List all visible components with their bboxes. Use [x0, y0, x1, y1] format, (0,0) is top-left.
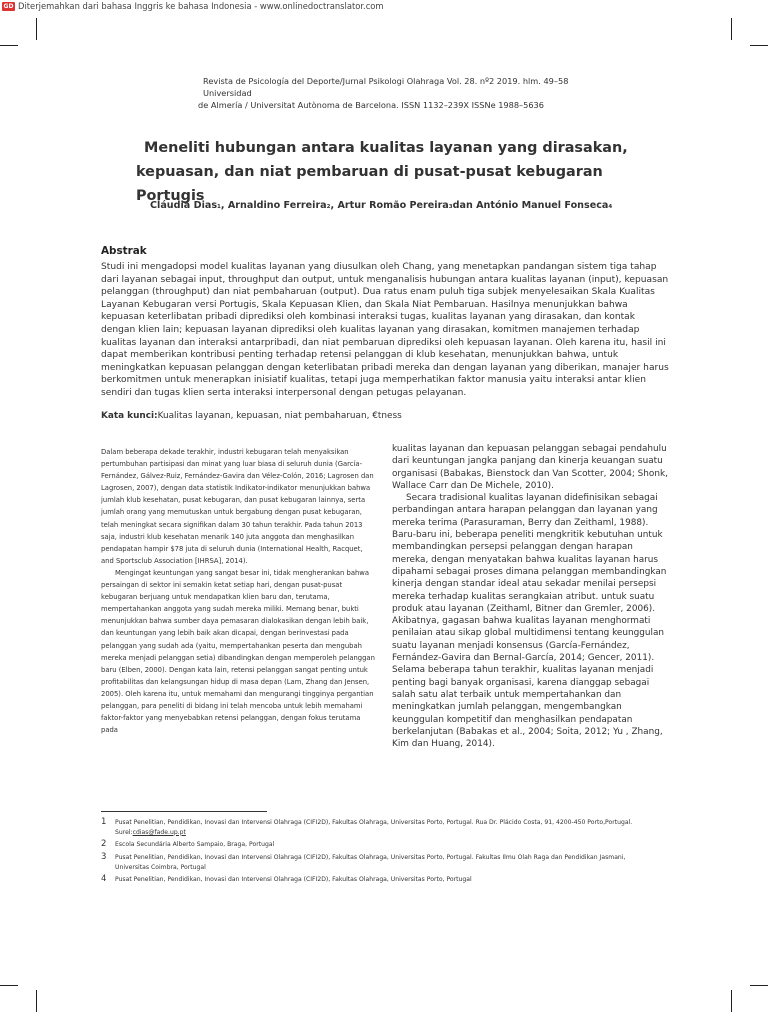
translator-logo-icon: GD [3, 2, 14, 10]
body-paragraph: Mengingat keuntungan yang sangat besar ini, tidak mengherankan bahwa persaingan di sektor ini semakin ketat setiap hari, dengan pusat-pusat kebugaran berjuang untuk mendapatkan klien baru dan, terutama, mempertahankan anggota yang sudah mereka miliki. Memang benar, bukti menunjukkan bahwa sumber daya pemasaran dialokasikan dengan lebih baik, dan keuntungan yang lebih baik akan dicapai, dengan berinvestasi pada pelanggan yang sudah ada (yaitu, mempertahankan peserta dan mengubah mereka menjadi pelanggan setia) dibandingkan dengan memperoleh pelanggan baru (Elben, 2000). Dengan kata lain, retensi pelanggan sangat penting untuk profitabilitas dan kelangsungan hidup di masa depan (Lam, Zhang dan Jensen, 2005). Oleh karena itu, untuk memahami dan mengurangi tingginya pergantian pelanggan, para peneliti di bidang ini telah mencoba untuk lebih memahami faktor-faktor yang menyebabkan retensi pelanggan, dengan fokus terutama pada [101, 568, 375, 735]
abstract-heading: Abstrak [101, 245, 147, 257]
body-paragraph: Secara tradisional kualitas layanan didefinisikan sebagai perbandingan antara harapan pelanggan dan layanan yang mereka terima (Parasuraman, Berry dan Zeithaml, 1988). Baru-baru ini, beberapa peneliti mengkritik kebutuhan untuk membandingkan persepsi pelanggan dengan harapan mereka, dengan menyatakan bahwa kualitas layanan harus dipahami sebagai proses dimana pelanggan membandingkan kinerja dengan standar ideal atau sekadar menilai persepsi mereka terhadap kualitas serangkaian atribut. untuk suatu produk atau layanan (Zeithaml, Bitner dan Gremler, 2006). Akibatnya, gagasan bahwa kualitas layanan menghormati penilaian atau sikap global multidimensi tentang keunggulan suatu layanan menjadi konsensus (García-Fernández, Fernández-Gavira dan Bernal-García, 2014; Gencer, 2011). Selama beberapa tahun terakhir, kualitas layanan menjadi penting bagi banyak organisasi, karena dianggap sebagai salah satu alat terbaik untuk mempertahankan dan meningkatkan jumlah pelanggan, mengembangkan keunggulan kompetitif dan menghasilkan pendapatan berkelanjutan (Babakas et al., 2004; Soita, 2012; Yu , Zhang, Kim dan Huang, 2014). [392, 493, 667, 750]
author-name: , Arnaldino Ferreira [220, 200, 327, 211]
author-affiliation-mark: 4 [608, 204, 613, 210]
keywords-label: Kata kunci: [101, 411, 158, 421]
crop-mark [0, 45, 18, 46]
footnote [101, 818, 661, 837]
journal-line-1: Revista de Psicología del Deporte/Jurnal Psikologi Olahraga Vol. 28. nº2 2019. hlm. 49–58 Universidad [203, 76, 569, 98]
keywords-text: Kualitas layanan, kepuasan, niat pembaharuan, €tness [157, 411, 402, 421]
author-list [150, 200, 612, 211]
footnote-divider [101, 811, 267, 812]
body-paragraph: Dalam beberapa dekade terakhir, industri kebugaran telah menyaksikan pertumbuhan partisipasi dan minat yang luar biasa di seluruh dunia (García-Fernández, Gálvez-Ruiz, Fernández-Gavira dan Vélez-Colón, 2016; Lagrosen dan Lagrosen, 2007), dengan data statistik Indikator-indikator menunjukkan bahwa jumlah klub kesehatan, pusat kebugaran, dan pusat kebugaran lainnya, serta jumlah orang yang memutuskan untuk bergabung dengan pusat kebugaran, telah meningkat secara signifikan dalam 30 tahun terakhir. Pada tahun 2013 saja, industri klub kesehatan menarik 140 juta anggota dan menghasilkan pendapatan hampir $78 juta di seluruh dunia (International Health, Racquet, and Sportsclub Association [IHRSA], 2014). [101, 448, 374, 565]
footnote-body: Pusat Penelitian, Pendidikan, Inovasi dan Intervensi Olahraga (CIFI2D), Fakultas Olahraga, Universitas Porto, Portugal. Rua Dr. Plácido Costa, 91, 4200-450 Porto,Portugal. Surel: [115, 819, 633, 836]
author-name: , Artur Romão Pereira [330, 200, 449, 211]
left-column [101, 446, 377, 736]
crop-mark [36, 990, 37, 1012]
author-name: dan António Manuel Fonseca [452, 200, 609, 211]
crop-mark [731, 990, 732, 1012]
body-paragraph: kualitas layanan dan kepuasan pelanggan sebagai pendahulu dari keuntungan jangka panjang dan kinerja keuangan suatu organisasi (Babakas, Bienstock dan Van Scotter, 2004; Shonk, Wallace Carr dan De Michele, 2010). [392, 444, 668, 491]
crop-mark [731, 18, 732, 40]
author-affiliation-mark: 1 [217, 204, 221, 210]
keywords [101, 411, 402, 421]
footnote [101, 853, 661, 872]
footnote-number: 4 [101, 874, 107, 884]
translator-banner[interactable] [2, 0, 384, 12]
translator-banner-text[interactable]: Diterjemahkan dari bahasa Inggris ke bahasa Indonesia - www.onlinedoctranslator.com [18, 1, 384, 11]
journal-header [198, 75, 598, 111]
footnote-text [115, 818, 661, 837]
abstract-text: Studi ini mengadopsi model kualitas layanan yang diusulkan oleh Chang, yang menetapkan pandangan sistem tiga tahap dari layanan sebagai input, throughput dan output, untuk menganalisis hubungan antara kualitas layanan (input), kepuasan pelanggan (throughput) dan niat pembaharuan (output). Dua ratus enam puluh tiga subjek menyelesaikan Skala Kualitas Layanan Kebugaran versi Portugis, Skala Kepuasan Klien, dan Skala Niat Pembaruan. Hasilnya menunjukkan bahwa kepuasan keterlibatan pribadi diprediksi oleh kombinasi interaksi tugas, kualitas layanan yang dirasakan, dan kontak dengan klien lain; kepuasan layanan diprediksi oleh kualitas layanan yang dirasakan, komitmen manajemen terhadap kualitas layanan dan interaksi antarpribadi, dan niat pembaruan diprediksi oleh kepuasan layanan. Oleh karena itu, hasil ini dapat memberikan kontribusi penting terhadap retensi pelanggan di klub kesehatan, menunjukkan bahwa, untuk meningkatkan kepuasan pelanggan dengan keterlibatan pribadi mereka dan dengan layanan yang diberikan, manajer harus berkomitmen untuk menerapkan inisiatif kualitas, tetapi juga memperhatikan faktor manusia yaitu interaksi antar klien sendiri dan tugas klien serta interaksi interpersonal dengan petugas pelayanan. [101, 262, 669, 398]
footnote-number: 2 [101, 839, 107, 849]
title-line-2: kepuasan, dan niat pembaruan di pusat-pusat kebugaran Portugis [136, 164, 603, 204]
footnote-text: Pusat Penelitian, Pendidikan, Inovasi dan Intervensi Olahraga (CIFI2D), Fakultas Olahraga, Universitas Porto, Portugal. Fakultas Ilmu Olah Raga dan Pendidikan Jasmani, Universitas Coimbra, Portugal [115, 854, 626, 871]
journal-line-2: de Almería / Universitat Autònoma de Barcelona. ISSN 1132–239X ISSNe 1988–5636 [198, 100, 544, 110]
crop-mark [750, 45, 768, 46]
crop-mark [36, 18, 37, 40]
title-line-1: Meneliti hubungan antara kualitas layanan yang dirasakan, [144, 140, 628, 156]
crop-mark [750, 985, 768, 986]
author-name: Cláudia Dias [150, 200, 218, 211]
footnote [101, 875, 661, 885]
paper-title [100, 136, 660, 208]
footnote-number: 1 [101, 817, 107, 827]
footnote-number: 3 [101, 852, 107, 862]
crop-mark [0, 985, 18, 986]
right-column [392, 443, 668, 750]
author-affiliation-mark: 3 [448, 204, 453, 210]
author-affiliation-mark: 2 [326, 204, 331, 210]
footnote [101, 840, 661, 850]
footnote-text: Escola Secundária Alberto Sampaio, Braga, Portugal [115, 841, 275, 848]
footnote-email-link[interactable]: cdias@fade.up.pt [132, 828, 186, 836]
footnote-text: Pusat Penelitian, Pendidikan, Inovasi dan Intervensi Olahraga (CIFI2D), Fakultas Olahraga, Universitas Porto, Portugal [115, 876, 472, 883]
